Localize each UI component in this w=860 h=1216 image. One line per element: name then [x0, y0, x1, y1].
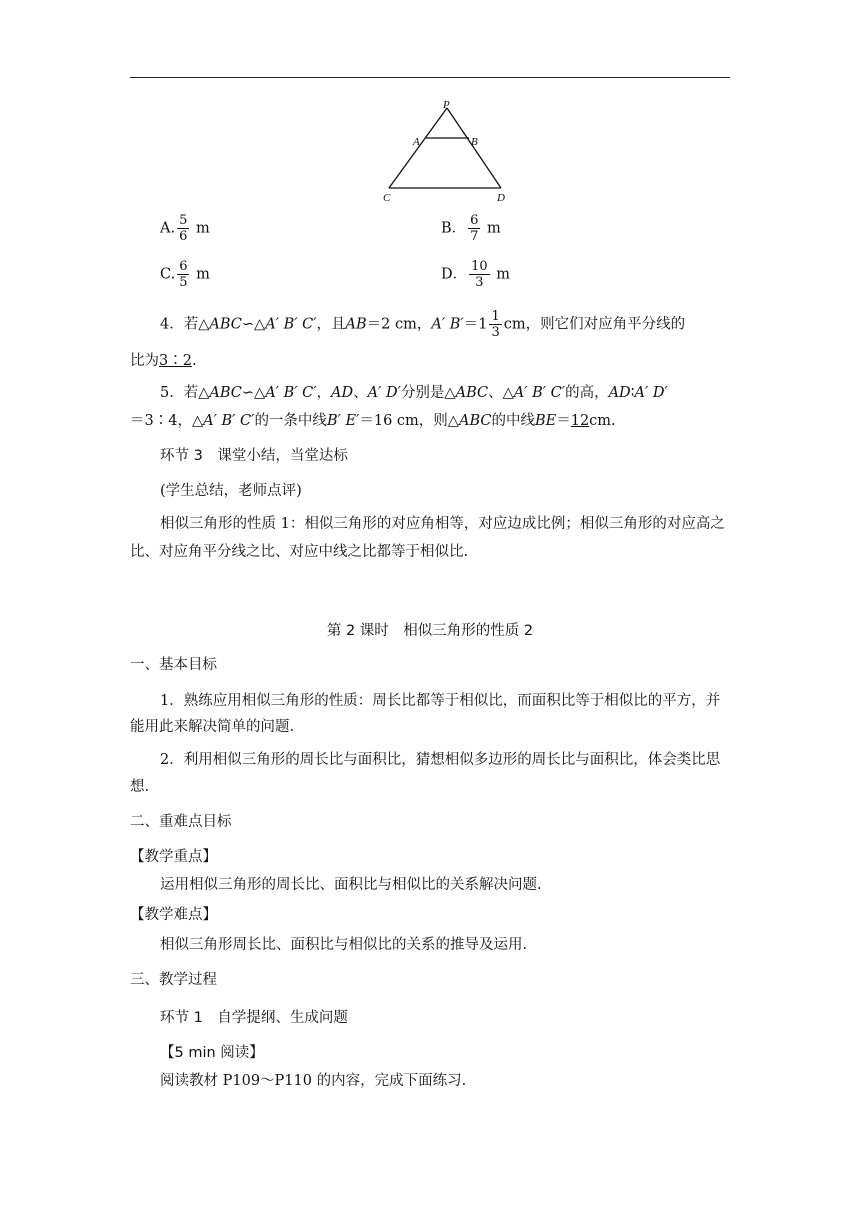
q5-abc-2: ABC: [455, 385, 489, 401]
q5-ad-prime-2: A′ D′: [634, 385, 668, 401]
choice-d-den: 3: [475, 275, 484, 290]
choice-b-num: 6: [470, 213, 479, 228]
choice-d: [441, 259, 510, 290]
section-3-heading: 环节 3 课堂小结，当堂达标: [160, 448, 348, 464]
choice-d-unit: m: [496, 266, 511, 283]
q4-sim: ∽△: [241, 316, 266, 333]
line-pc: [389, 108, 447, 188]
q4-ab-prime: A′ B′: [431, 316, 464, 333]
choice-a-fraction: [177, 213, 189, 244]
q5-l1-a: 5．若△: [160, 385, 210, 401]
goal-1: 1．熟练应用相似三角形的性质：周长比都等于相似比，而面积比等于相似比的平方，并能用此来解决简单的问题.: [130, 693, 721, 735]
q4-ab: AB: [345, 316, 367, 333]
q4-frac-num: 1: [491, 309, 500, 324]
q5-abc-prime: A′ B′ C′: [265, 385, 317, 401]
header-rule: [130, 77, 730, 78]
choice-a-unit: m: [195, 220, 210, 237]
q5-abc-prime-3: A′ B′ C′: [203, 413, 255, 429]
q5-ad: AD: [331, 385, 354, 401]
choice-b-unit: m: [487, 220, 501, 237]
question-4-line-2: [130, 351, 197, 371]
q4-text-1: ，且: [316, 316, 346, 333]
q5-be: BE: [534, 413, 557, 429]
choice-c: [160, 259, 210, 290]
q4-abc-prime: A′ B′ C′: [265, 316, 317, 333]
q5-abc-3: ABC: [458, 413, 492, 429]
summary-text: 相似三角形的性质 1：相似三角形的对应角相等，对应边成比例；相似三角形的对应高之比、对应角平分线之比、对应中线之比都等于相似比.: [130, 516, 725, 560]
choice-c-den: 5: [179, 275, 188, 290]
q4-text-2: ＝2 cm，: [366, 316, 432, 333]
choice-a-den: 6: [179, 229, 188, 244]
choice-b-letter: B．: [441, 220, 467, 237]
choice-c-num: 6: [179, 259, 188, 274]
key-goals-heading: 二、重难点目标: [130, 814, 232, 830]
q4-text-4: cm，则它们对应角平分线的: [503, 316, 686, 333]
question-4-line-1: [160, 309, 685, 340]
q4-line2-prefix: 比为: [130, 353, 159, 369]
q5-l1-e: 、△: [488, 385, 514, 401]
q5-l2-e: ＝: [556, 413, 571, 429]
q5-be-prime: B′ E′: [326, 413, 360, 429]
q5-l2-a: ＝3∶4，△: [130, 413, 204, 429]
q4-line2-suffix: .: [191, 353, 197, 369]
process-heading: 三、教学过程: [130, 972, 217, 988]
q5-l2-f: cm.: [589, 413, 616, 429]
q5-l1-b: ，: [316, 385, 332, 401]
lesson-2-title: 第 2 课时 相似三角形的性质 2: [326, 623, 534, 639]
choice-c-letter: C.: [160, 266, 176, 283]
q5-ad-prime: A′ D′: [367, 385, 401, 401]
q5-l1-d: 分别是△: [400, 385, 456, 401]
q4-text-3: ＝1: [463, 316, 488, 333]
choice-d-num: 10: [471, 259, 488, 274]
key-point-label: 【教学重点】: [130, 849, 217, 865]
choice-b-fraction: [468, 213, 480, 244]
label-a: A: [413, 136, 420, 148]
difficulty-label: 【教学难点】: [130, 907, 217, 923]
choice-c-unit: m: [196, 266, 210, 283]
q5-l2-b: 的一条中线: [254, 413, 327, 429]
label-p: P: [443, 100, 450, 111]
q4-frac-den: 3: [491, 325, 500, 340]
q5-abc: ABC: [209, 385, 242, 401]
q5-ad-2: AD: [608, 385, 631, 401]
choice-a: [160, 213, 210, 244]
choice-b: [441, 213, 501, 244]
q5-abc-prime-2: A′ B′ C′: [513, 385, 566, 401]
section-1-heading: 环节 1 自学提纲、生成问题: [160, 1010, 348, 1026]
label-d: D: [497, 192, 505, 204]
difficulty-text: 相似三角形周长比、面积比与相似比的关系的推导及运用.: [160, 937, 528, 953]
line-pd: [447, 108, 501, 188]
goal-2: 2．利用相似三角形的周长比与面积比，猜想相似多边形的周长比与面积比，体会类比思想.: [130, 752, 721, 795]
q4-number: 4．若△: [160, 316, 210, 333]
choice-a-letter: A.: [160, 220, 176, 237]
triangle-figure: [380, 100, 510, 206]
q5-l1-g: ∶: [630, 385, 635, 401]
label-b: B: [471, 136, 478, 148]
basic-goals-heading: 一、基本目标: [130, 657, 217, 673]
q5-answer: 12: [570, 413, 590, 429]
key-point-text: 运用相似三角形的周长比、面积比与相似比的关系解决问题.: [160, 877, 542, 893]
reading-text: 阅读教材 P109～P110 的内容，完成下面练习.: [160, 1073, 467, 1089]
question-5-line-1: [160, 383, 668, 403]
choice-d-letter: D．: [441, 266, 468, 283]
choice-c-fraction: [177, 259, 189, 290]
question-5-line-2: [130, 411, 616, 431]
summary-note: (学生总结，老师点评): [160, 483, 302, 499]
q5-l1-c: 、: [353, 385, 368, 401]
q5-l2-c: ＝16 cm，则△: [359, 413, 459, 429]
q4-abc: ABC: [209, 316, 242, 333]
q4-fraction: [489, 309, 501, 340]
label-c: C: [383, 192, 391, 204]
reading-label: 【5 min 阅读】: [160, 1045, 264, 1061]
choice-d-fraction: [469, 259, 490, 290]
q5-l1-f: 的高，: [565, 385, 609, 401]
choice-a-num: 5: [179, 213, 188, 228]
choice-b-den: 7: [470, 229, 479, 244]
q5-l2-d: 的中线: [491, 413, 535, 429]
q5-sim: ∽△: [241, 385, 266, 401]
q4-answer: 3∶2: [159, 353, 192, 369]
